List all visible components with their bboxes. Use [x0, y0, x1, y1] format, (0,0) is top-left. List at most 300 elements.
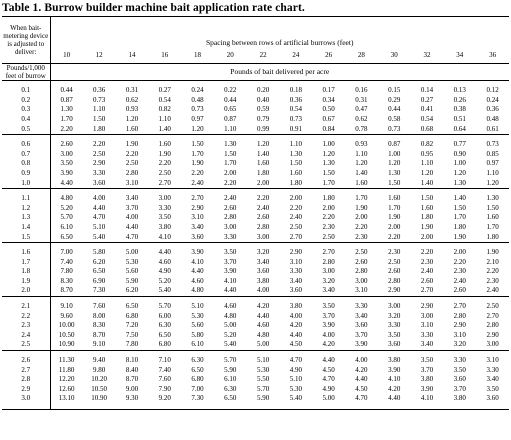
table-cell: 8.30 [93, 321, 106, 330]
table-cell: 4.00 [355, 356, 368, 365]
table-cell: 5.30 [289, 384, 302, 393]
table-row [2, 302, 509, 312]
header-row-units [2, 64, 509, 81]
table-cell: 0.15 [388, 86, 401, 95]
table-cell: 2.00 [322, 203, 335, 212]
table-cell: 5.00 [322, 394, 335, 403]
table-cell: 3.70 [322, 311, 335, 320]
table-cell: 2.00 [224, 168, 237, 177]
spacing-col-header: 22 [259, 51, 267, 60]
table-row [2, 124, 509, 134]
table-cell: 4.10 [388, 375, 401, 384]
table-cell: 1.50 [191, 140, 204, 149]
row-label: 0.4 [21, 114, 31, 123]
table-cell: 7.50 [125, 330, 139, 339]
spacing-col-header: 30 [390, 51, 398, 60]
table-row [2, 394, 509, 404]
table-cell: 6.50 [224, 394, 237, 403]
table-cell: 4.70 [355, 394, 368, 403]
table-cell: 11.80 [50, 365, 83, 375]
table-cell: 7.60 [93, 302, 106, 311]
table-cell: 1.30 [388, 168, 401, 177]
table-cell: 4.40 [125, 222, 139, 231]
table-cell: 7.40 [158, 365, 171, 374]
table-cell: 5.00 [256, 340, 270, 349]
table-cell: 2.90 [453, 321, 466, 330]
table-cell: 1.80 [256, 168, 270, 177]
table-cell: 4.40 [355, 375, 368, 384]
table-cell: 3.10 [289, 257, 302, 266]
spacing-col-header: 28 [357, 51, 365, 60]
table-cell: 6.90 [93, 276, 106, 285]
table-cell: 3.20 [322, 276, 335, 285]
table-cell: 2.50 [355, 248, 368, 257]
table-cell: 3.60 [256, 267, 270, 276]
table-cell: 3.00 [486, 340, 499, 349]
table-cell: 2.20 [486, 267, 499, 276]
table-cell: 4.40 [388, 394, 401, 403]
table-cell: 3.80 [420, 375, 434, 384]
table-cell: 3.50 [453, 365, 466, 374]
table-cell: 0.87 [388, 140, 401, 149]
table-cell: 0.64 [453, 124, 466, 133]
table-cell: 0.61 [486, 124, 499, 133]
table-cell: 1.80 [486, 232, 499, 241]
table-cell: 0.27 [158, 86, 171, 95]
table-cell: 3.70 [420, 365, 434, 374]
table-cell: 2.20 [453, 257, 466, 266]
table-cell: 4.20 [355, 365, 368, 374]
table-cell: 1.10 [158, 114, 171, 123]
table-cell: 0.84 [322, 124, 335, 133]
table-cell: 2.50 [388, 257, 401, 266]
table-cell: 2.30 [486, 276, 499, 285]
table-cell: 3.00 [224, 222, 237, 231]
table-row [2, 356, 509, 366]
table-cell: 3.00 [50, 150, 83, 160]
table-cell: 5.30 [125, 257, 139, 266]
table-cell: 1.60 [388, 194, 401, 203]
row-label: 1.4 [21, 222, 31, 231]
table-cell: 0.73 [486, 140, 499, 149]
table-cell: 0.18 [289, 86, 302, 95]
table-cell: 5.50 [256, 375, 270, 384]
table-cell: 13.10 [50, 394, 83, 404]
table-cell: 3.20 [256, 248, 270, 257]
table-cell: 2.40 [191, 178, 204, 187]
table-cell: 0.41 [420, 105, 434, 114]
table-cell: 4.80 [224, 311, 237, 320]
row-label: 0.5 [21, 124, 31, 133]
table-cell: 5.30 [256, 365, 270, 374]
table-cell: 1.40 [256, 149, 270, 158]
table-cell: 0.78 [355, 124, 368, 133]
table-cell: 3.70 [224, 257, 237, 266]
spacing-col-header: 16 [161, 51, 169, 60]
table-cell: 0.50 [322, 105, 335, 114]
table-cell: 3.90 [50, 169, 83, 179]
table-cell: 10.90 [50, 340, 83, 350]
table-cell: 2.30 [420, 257, 434, 266]
spacing-col-header: 36 [489, 51, 497, 60]
table-cell: 0.59 [256, 105, 270, 114]
table-cell: 3.70 [355, 330, 368, 339]
table-row [2, 248, 509, 258]
spacing-col-header: 20 [226, 51, 234, 60]
table-cell: 1.80 [453, 222, 466, 231]
table-cell: 3.50 [322, 302, 335, 311]
table-cell: 4.00 [256, 286, 270, 295]
row-label: 2.4 [21, 330, 31, 339]
table-cell: 9.60 [50, 311, 83, 321]
table-cell: 0.48 [486, 114, 499, 123]
table-cell: 4.70 [125, 232, 139, 241]
header-row-spacing-label [2, 17, 509, 50]
table-cell: 1.20 [486, 178, 499, 187]
table-cell: 2.20 [420, 248, 434, 257]
table-cell: 4.10 [420, 394, 434, 403]
table-cell: 5.40 [224, 340, 237, 349]
table-cell: 2.50 [289, 222, 302, 231]
table-cell: 2.60 [453, 286, 466, 295]
table-cell: 2.20 [158, 159, 171, 168]
table-cell: 0.73 [93, 95, 106, 104]
table-row [2, 178, 509, 188]
table-cell: 1.20 [420, 168, 434, 177]
table-cell: 5.40 [158, 286, 171, 295]
table-cell: 4.40 [93, 203, 106, 212]
table-cell: 2.20 [355, 222, 368, 231]
table-cell: 2.10 [486, 257, 499, 266]
table-cell: 4.60 [191, 276, 204, 285]
row-label: 2.7 [21, 365, 31, 374]
table-cell: 6.80 [158, 340, 171, 349]
unit-header: Pounds/1,000 feet of burrow [2, 64, 50, 81]
table-cell: 5.70 [256, 384, 270, 393]
table-cell: 5.80 [93, 248, 106, 257]
table-row [2, 385, 509, 395]
table-cell: 0.31 [355, 95, 368, 104]
table-cell: 7.20 [125, 321, 139, 330]
table-cell: 1.50 [224, 149, 237, 158]
table-row [2, 140, 509, 150]
table-cell: 1.90 [388, 213, 401, 222]
table-cell: 5.40 [93, 232, 106, 241]
table-cell: 6.10 [50, 223, 83, 233]
table-cell: 3.00 [388, 302, 401, 311]
table-cell: 0.67 [322, 114, 335, 123]
table-cell: 0.73 [191, 105, 204, 114]
table-cell: 0.97 [191, 114, 204, 123]
table-cell: 8.70 [93, 330, 106, 339]
table-cell: 10.00 [50, 321, 83, 331]
bait-rate-table [2, 16, 509, 410]
table-cell: 4.70 [93, 213, 106, 222]
table-cell: 2.20 [289, 203, 302, 212]
table-cell: 2.20 [191, 168, 204, 177]
table-cell: 2.90 [93, 159, 106, 168]
row-label: 3.0 [21, 394, 31, 403]
table-cell: 2.00 [420, 232, 434, 241]
table-cell: 1.30 [289, 149, 302, 158]
table-cell: 4.40 [256, 311, 270, 320]
table-cell: 2.70 [486, 311, 499, 320]
table-row [2, 169, 509, 179]
table-cell: 2.50 [125, 159, 139, 168]
table-cell: 3.10 [453, 330, 466, 339]
table-cell: 6.30 [224, 384, 237, 393]
table-cell: 0.82 [420, 140, 434, 149]
spacing-col-header: 26 [325, 51, 333, 60]
row-label: 2.2 [21, 311, 31, 320]
table-cell: 10.90 [91, 394, 108, 403]
table-cell: 6.10 [191, 340, 204, 349]
table-cell: 0.36 [289, 95, 302, 104]
table-cell: 2.90 [289, 248, 302, 257]
table-row [2, 286, 509, 296]
table-cell: 2.20 [256, 194, 270, 203]
row-label: 2.1 [21, 302, 31, 311]
table-cell: 2.70 [453, 302, 466, 311]
table-cell: 3.00 [256, 232, 270, 241]
table-cell: 0.93 [355, 140, 368, 149]
table-cell: 2.70 [322, 248, 335, 257]
table-cell: 1.30 [486, 194, 499, 203]
table-cell: 7.40 [50, 258, 83, 268]
table-cell: 3.80 [256, 276, 270, 285]
table-row [2, 159, 509, 169]
table-cell: 4.40 [191, 267, 204, 276]
table-cell: 1.70 [224, 159, 237, 168]
table-cell: 3.00 [355, 276, 368, 285]
table-cell: 6.80 [125, 311, 139, 320]
table-cell: 7.00 [50, 248, 83, 258]
table-cell: 6.20 [125, 286, 139, 295]
table-cell: 1.20 [256, 140, 270, 149]
table-cell: 2.70 [191, 194, 204, 203]
row-label: 0.2 [21, 95, 31, 104]
table-cell: 3.30 [420, 330, 434, 339]
spacing-col-header: 32 [423, 51, 431, 60]
row-label: 0.7 [21, 149, 31, 158]
spacing-col-header: 34 [456, 51, 464, 60]
row-label: 1.3 [21, 213, 31, 222]
table-cell: 2.30 [322, 222, 335, 231]
table-cell: 3.80 [158, 222, 171, 231]
table-cell: 0.31 [125, 86, 139, 95]
table-cell: 1.10 [93, 105, 106, 114]
table-cell: 4.50 [289, 340, 302, 349]
bait-header: Pounds of bait delivered per acre [50, 64, 509, 81]
table-cell: 2.60 [355, 257, 368, 266]
table-cell: 3.50 [224, 248, 237, 257]
table-cell: 4.20 [256, 302, 270, 311]
table-cell: 4.40 [50, 178, 83, 188]
table-cell: 4.40 [224, 286, 237, 295]
spacing-col-header: 14 [128, 51, 136, 60]
table-cell: 1.70 [355, 194, 368, 203]
table-row [2, 232, 509, 242]
table-cell: 0.99 [256, 124, 270, 133]
table-cell: 3.70 [125, 203, 139, 212]
table-cell: 4.90 [322, 384, 335, 393]
table-cell: 1.60 [486, 213, 499, 222]
table-cell: 1.60 [420, 203, 434, 212]
table-cell: 3.10 [486, 356, 499, 365]
table-cell: 2.60 [256, 213, 270, 222]
table-cell: 7.00 [191, 384, 204, 393]
table-cell: 3.70 [453, 384, 466, 393]
table-cell: 1.40 [420, 178, 434, 187]
row-label: 0.3 [21, 105, 31, 114]
header-row-spacings [2, 49, 509, 64]
table-cell: 2.40 [256, 203, 270, 212]
table-cell: 4.00 [289, 311, 302, 320]
table-cell: 7.90 [158, 384, 171, 393]
table-cell: 3.40 [486, 375, 499, 384]
table-cell: 1.20 [355, 159, 368, 168]
table-cell: 3.20 [388, 311, 401, 320]
table-cell: 1.50 [289, 159, 302, 168]
table-cell: 3.40 [420, 340, 434, 349]
table-bottom-rule [2, 404, 509, 410]
table-cell: 6.50 [158, 330, 171, 339]
table-cell: 5.70 [224, 356, 237, 365]
table-cell: 1.60 [355, 178, 368, 187]
table-cell: 1.00 [453, 159, 466, 168]
table-cell: 0.93 [125, 105, 139, 114]
table-cell: 2.70 [158, 178, 171, 187]
table-cell: 5.30 [191, 311, 204, 320]
table-cell: 0.82 [158, 105, 171, 114]
table-cell: 4.50 [355, 384, 368, 393]
table-cell: 4.00 [322, 330, 335, 339]
table-cell: 0.79 [256, 114, 270, 123]
table-cell: 4.10 [224, 276, 237, 285]
table-cell: 3.90 [355, 340, 368, 349]
table-cell: 3.90 [322, 321, 335, 330]
row-label: 1.6 [21, 248, 31, 257]
table-cell: 0.62 [355, 114, 368, 123]
table-cell: 0.29 [388, 95, 401, 104]
table-cell: 3.30 [453, 356, 466, 365]
table-cell: 2.50 [322, 232, 335, 241]
table-cell: 8.70 [50, 286, 83, 296]
table-cell: 9.10 [93, 340, 106, 349]
table-cell: 0.91 [289, 124, 302, 133]
table-cell: 8.40 [125, 365, 139, 374]
table-row [2, 311, 509, 321]
table-cell: 3.40 [191, 222, 204, 231]
table-cell: 1.00 [388, 149, 401, 158]
metering-header: When bait-metering device is adjusted to deliver: [2, 17, 50, 64]
table-cell: 0.54 [158, 95, 171, 104]
table-cell: 0.36 [93, 86, 106, 95]
table-cell: 2.00 [355, 213, 368, 222]
table-cell: 2.00 [256, 178, 270, 187]
table-cell: 0.22 [224, 86, 237, 95]
table-cell: 4.40 [322, 356, 335, 365]
table-cell: 2.40 [486, 286, 499, 295]
row-label: 1.1 [21, 194, 31, 203]
table-cell: 0.24 [486, 95, 499, 104]
table-cell: 1.50 [388, 178, 401, 187]
table-cell: 4.90 [289, 365, 302, 374]
table-cell: 4.10 [191, 257, 204, 266]
table-cell: 1.10 [486, 168, 499, 177]
table-cell: 3.00 [158, 194, 171, 203]
table-row [2, 321, 509, 331]
table-cell: 7.30 [93, 286, 106, 295]
table-cell: 3.00 [322, 267, 335, 276]
table-cell: 2.90 [388, 286, 401, 295]
table-cell: 0.24 [191, 86, 204, 95]
table-cell: 5.80 [191, 330, 204, 339]
table-cell: 6.50 [191, 365, 204, 374]
table-cell: 0.73 [388, 124, 401, 133]
row-label: 0.9 [21, 168, 31, 177]
row-label: 1.8 [21, 267, 31, 276]
table-cell: 8.30 [50, 277, 83, 287]
table-row [2, 258, 509, 268]
row-label: 1.7 [21, 257, 31, 266]
table-cell: 3.10 [355, 286, 368, 295]
table-cell: 3.60 [388, 340, 401, 349]
table-cell: 4.20 [322, 340, 335, 349]
table-cell: 3.30 [388, 321, 401, 330]
table-cell: 9.00 [125, 384, 139, 393]
table-cell: 5.70 [158, 302, 171, 311]
table-cell: 2.60 [388, 267, 401, 276]
table-cell: 3.40 [289, 276, 302, 285]
table-cell: 2.80 [486, 321, 499, 330]
spacing-header: Spacing between rows of artificial burrows (feet) [50, 17, 509, 50]
table-cell: 3.30 [93, 168, 106, 177]
table-cell: 2.80 [355, 267, 368, 276]
table-cell: 4.20 [289, 321, 302, 330]
table-cell: 2.30 [388, 248, 401, 257]
table-cell: 1.30 [322, 159, 335, 168]
table-cell: 2.40 [420, 267, 434, 276]
table-cell: 7.10 [158, 356, 171, 365]
table-row [2, 277, 509, 287]
table-cell: 1.00 [322, 140, 335, 149]
table-cell: 6.00 [158, 311, 171, 320]
table-cell: 8.10 [125, 356, 139, 365]
table-title: Table 1. Burrow builder machine bait application rate chart. [2, 2, 305, 14]
table-cell: 0.12 [486, 86, 499, 95]
table-cell: 1.20 [453, 168, 466, 177]
table-cell: 3.80 [453, 394, 466, 403]
table-row [2, 267, 509, 277]
table-cell: 1.90 [191, 159, 204, 168]
table-row [2, 96, 509, 106]
table-cell: 2.90 [191, 203, 204, 212]
table-cell: 2.40 [289, 213, 302, 222]
table-cell: 5.20 [50, 204, 83, 214]
table-cell: 10.50 [91, 384, 108, 393]
table-cell: 2.70 [420, 286, 434, 295]
table-cell: 2.00 [453, 248, 466, 257]
table-cell: 4.70 [289, 356, 302, 365]
table-cell: 4.90 [158, 267, 171, 276]
table-cell: 3.00 [420, 311, 434, 320]
table-cell: 2.80 [224, 213, 237, 222]
table-cell: 3.60 [93, 178, 106, 187]
table-cell: 3.30 [486, 365, 499, 374]
table-row [2, 365, 509, 375]
table-cell: 0.34 [322, 95, 335, 104]
